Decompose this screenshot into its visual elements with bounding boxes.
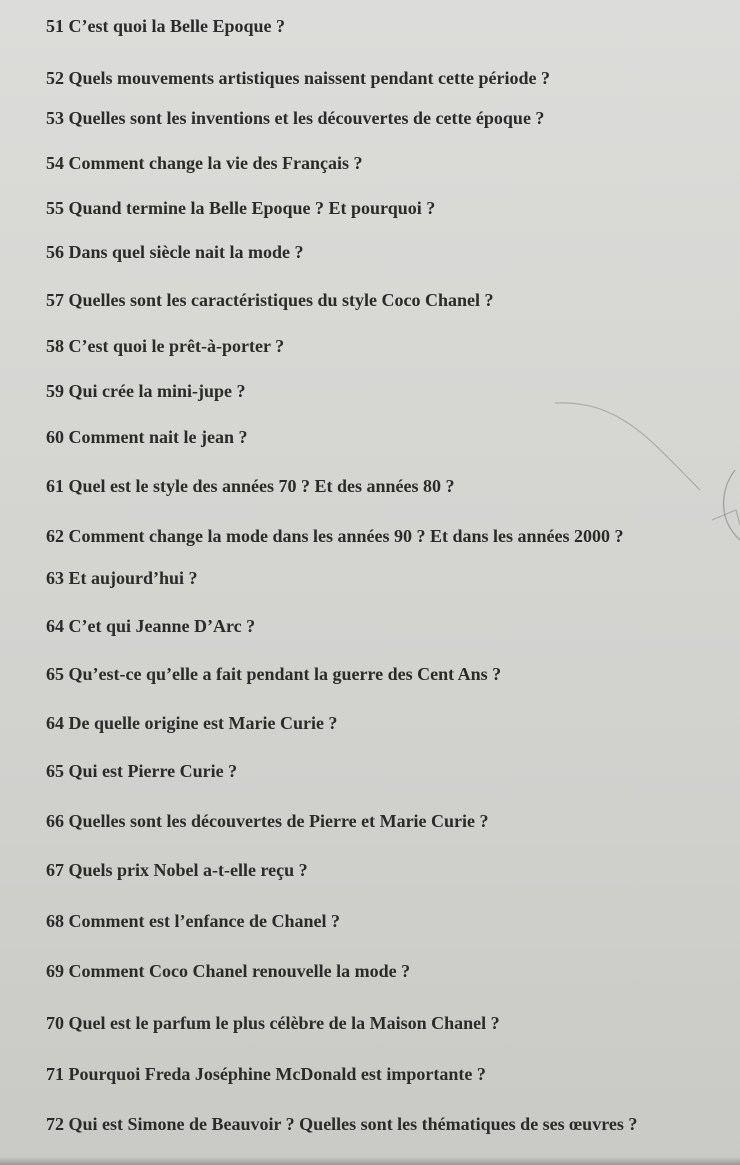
question-item <box>46 426 247 448</box>
question-item <box>46 567 198 589</box>
question-number: 59 <box>46 381 64 401</box>
question-number: 64 <box>46 713 64 733</box>
question-number: 61 <box>46 476 64 496</box>
question-item <box>46 1113 637 1135</box>
question-number: 70 <box>46 1013 64 1033</box>
question-text: Comment est l’enfance de Chanel ? <box>68 911 340 931</box>
question-number: 69 <box>46 961 64 981</box>
question-text: Quels prix Nobel a-t-elle reçu ? <box>68 860 308 880</box>
question-text: Quels mouvements artistiques naissent pendant cette période ? <box>68 68 550 88</box>
question-item <box>46 712 337 734</box>
question-item <box>46 107 544 129</box>
question-item <box>46 663 501 685</box>
question-item <box>46 859 308 881</box>
question-text: C’est quoi la Belle Epoque ? <box>68 16 286 36</box>
question-number: 60 <box>46 427 64 447</box>
question-text: Comment Coco Chanel renouvelle la mode ? <box>68 961 411 981</box>
question-item <box>46 960 410 982</box>
question-text: Qui est Simone de Beauvoir ? Quelles sont les thématiques de ses œuvres ? <box>68 1114 638 1134</box>
question-item <box>46 1012 500 1034</box>
question-number: 62 <box>46 526 64 546</box>
question-text: C’est quoi le prêt-à-porter ? <box>68 336 285 356</box>
question-item <box>46 67 550 89</box>
question-text: Quelles sont les inventions et les découvertes de cette époque ? <box>68 108 545 128</box>
question-text: Pourquoi Freda Joséphine McDonald est importante ? <box>68 1064 486 1084</box>
question-text: Qui crée la mini-jupe ? <box>68 381 246 401</box>
question-text: De quelle origine est Marie Curie ? <box>68 713 338 733</box>
question-item <box>46 197 435 219</box>
question-number: 56 <box>46 242 64 262</box>
question-number: 57 <box>46 290 64 310</box>
question-text: Qui est Pierre Curie ? <box>68 761 238 781</box>
question-text: Comment change la mode dans les années 90 ? Et dans les années 2000 ? <box>68 526 624 546</box>
question-text: Quand termine la Belle Epoque ? Et pourquoi ? <box>68 198 436 218</box>
question-number: 66 <box>46 811 64 831</box>
question-text: Quelles sont les caractéristiques du style Coco Chanel ? <box>68 290 494 310</box>
question-number: 58 <box>46 336 64 356</box>
question-number: 72 <box>46 1114 64 1134</box>
question-text: Dans quel siècle nait la mode ? <box>68 242 304 262</box>
question-number: 52 <box>46 68 64 88</box>
question-text: Et aujourd’hui ? <box>68 568 198 588</box>
question-text: Comment nait le jean ? <box>68 427 248 447</box>
question-text: C’et qui Jeanne D’Arc ? <box>68 616 256 636</box>
question-text: Quelles sont les découvertes de Pierre et Marie Curie ? <box>68 811 489 831</box>
question-number: 54 <box>46 153 64 173</box>
question-item <box>46 760 237 782</box>
question-number: 63 <box>46 568 64 588</box>
question-text: Quel est le style des années 70 ? Et des années 80 ? <box>68 476 455 496</box>
question-item <box>46 335 284 357</box>
question-item <box>46 380 245 402</box>
question-item <box>46 910 340 932</box>
question-item <box>46 525 624 547</box>
question-number: 68 <box>46 911 64 931</box>
question-number: 55 <box>46 198 64 218</box>
question-number: 53 <box>46 108 64 128</box>
question-item <box>46 475 455 497</box>
question-number: 65 <box>46 664 64 684</box>
question-number: 51 <box>46 16 64 36</box>
question-item <box>46 241 304 263</box>
question-number: 67 <box>46 860 64 880</box>
question-number: 71 <box>46 1064 64 1084</box>
page-bottom-edge <box>0 1157 740 1165</box>
question-item <box>46 152 362 174</box>
question-number: 65 <box>46 761 64 781</box>
question-item <box>46 1063 486 1085</box>
question-text: Qu’est-ce qu’elle a fait pendant la guerre des Cent Ans ? <box>68 664 502 684</box>
question-text: Comment change la vie des Français ? <box>68 153 363 173</box>
question-item <box>46 810 489 832</box>
question-item <box>46 615 255 637</box>
question-item <box>46 289 493 311</box>
question-text: Quel est le parfum le plus célèbre de la Maison Chanel ? <box>68 1013 500 1033</box>
question-number: 64 <box>46 616 64 636</box>
question-item <box>46 15 285 37</box>
